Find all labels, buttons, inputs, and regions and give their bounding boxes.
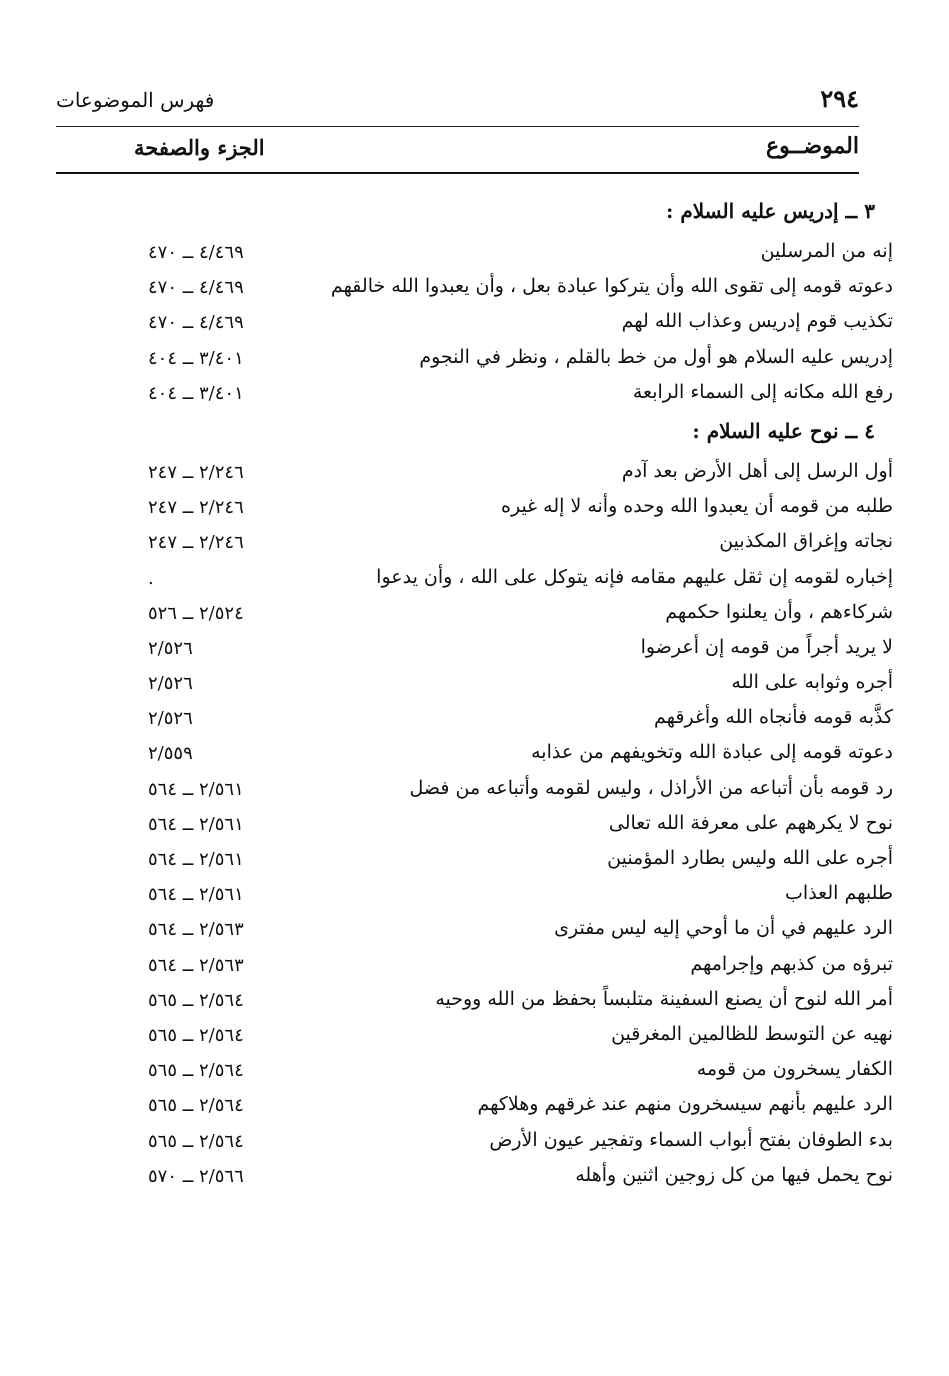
entry-topic: أول الرسل إلى أهل الأرض بعد آدم <box>621 459 893 482</box>
section-heading-title: ٤ ــ نوح عليه السلام : <box>692 418 875 443</box>
column-header-topic: الموضــوع <box>766 133 859 159</box>
section-heading <box>100 196 893 236</box>
index-entry <box>100 456 893 491</box>
entry-topic: رد قومه بأن أتباعه من الأراذل ، وليس لقومه وأتباعه من فضل <box>409 776 893 799</box>
entry-topic: رفع الله مكانه إلى السماء الرابعة <box>632 380 893 403</box>
entry-topic: كذَّبه قومه فأنجاه الله وأغرقهم <box>654 706 893 729</box>
entry-topic: الرد عليهم في أن ما أوحي إليه ليس مفترى <box>554 917 893 940</box>
entry-reference: ٢/٢٤٦ ــ ٢٤٧ <box>148 497 244 519</box>
running-title: فهرس الموضوعات <box>56 88 215 112</box>
index-entry <box>100 702 893 737</box>
entry-topic: إدريس عليه السلام هو أول من خط بالقلم ، ونظر في النجوم <box>419 345 893 368</box>
entry-topic: دعوته قومه إلى تقوى الله وأن يتركوا عبادة بعل ، وأن يعبدوا الله خالقهم <box>330 275 893 298</box>
entry-topic: طلبهم العذاب <box>785 882 893 905</box>
index-entry <box>100 1054 893 1089</box>
entry-topic: أجره وثوابه على الله <box>731 671 893 694</box>
entry-reference: ٢/٢٤٦ ــ ٢٤٧ <box>148 461 244 483</box>
entry-topic: أمر الله لنوح أن يصنع السفينة متلبساً بحفظ من الله ووحيه <box>435 987 893 1010</box>
entry-topic: أجره على الله وليس بطارد المؤمنين <box>607 847 893 869</box>
column-header-rule <box>56 172 859 174</box>
entry-reference: . <box>148 567 154 589</box>
index-entry <box>100 597 893 632</box>
index-entry <box>100 526 893 561</box>
page-number: ٢٩٤ <box>820 84 859 113</box>
index-entry <box>100 562 893 597</box>
column-headers <box>56 133 859 169</box>
entry-reference: ٢/٥٢٦ <box>148 673 193 695</box>
entry-topic: تكذيب قوم إدريس وعذاب الله لهم <box>621 310 893 333</box>
entry-reference: ٢/٥٦٦ ــ ٥٧٠ <box>148 1165 244 1187</box>
index-entry <box>100 271 893 306</box>
entry-reference: ٢/٥٦٣ ــ ٥٦٤ <box>148 919 244 941</box>
entry-topic: نوح لا يكرههم على معرفة الله تعالى <box>608 811 893 834</box>
index-entry <box>100 949 893 984</box>
entry-topic: نهيه عن التوسط للظالمين المغرقين <box>611 1022 893 1045</box>
entry-topic: الرد عليهم بأنهم سيسخرون منهم عند غرقهم وهلاكهم <box>477 1093 893 1116</box>
index-entry <box>100 843 893 878</box>
entry-reference: ٢/٥٢٦ <box>148 708 193 730</box>
index-entry <box>100 236 893 271</box>
index-entry <box>100 808 893 843</box>
index-entry <box>100 913 893 948</box>
index-entry <box>100 737 893 772</box>
index-entry <box>100 667 893 702</box>
entry-reference: ٤/٤٦٩ ــ ٤٧٠ <box>148 277 244 299</box>
entry-reference: ٤/٤٦٩ ــ ٤٧٠ <box>148 312 244 334</box>
entry-reference: ٢/٥٦١ ــ ٥٦٤ <box>148 778 244 800</box>
entry-topic: دعوته قومه إلى عبادة الله وتخويفهم من عذابه <box>531 741 893 764</box>
index-entry <box>100 306 893 341</box>
index-entry <box>100 1019 893 1054</box>
entry-topic: لا يريد أجراً من قومه إن أعرضوا <box>640 635 893 658</box>
index-entry <box>100 773 893 808</box>
index-entry <box>100 984 893 1019</box>
index-entry <box>100 1089 893 1124</box>
entry-reference: ٢/٥٦١ ــ ٥٦٤ <box>148 813 244 835</box>
entry-reference: ٣/٤٠١ ــ ٤٠٤ <box>148 382 244 404</box>
entry-topic: شركاءهم ، وأن يعلنوا حكمهم <box>665 600 893 623</box>
entry-topic: طلبه من قومه أن يعبدوا الله وحده وأنه لا إله غيره <box>501 495 893 518</box>
page-header <box>56 84 859 128</box>
index-entry <box>100 878 893 913</box>
entry-reference: ٢/٥٦٣ ــ ٥٦٤ <box>148 954 244 976</box>
section-heading <box>100 416 893 456</box>
entry-topic: بدء الطوفان بفتح أبواب السماء وتفجير عيون الأرض <box>489 1128 893 1151</box>
entry-reference: ٣/٤٠١ ــ ٤٠٤ <box>148 347 244 369</box>
index-entries <box>100 196 893 1195</box>
entry-reference: ٢/٥٢٤ ــ ٥٢٦ <box>148 602 244 624</box>
entry-reference: ٢/٢٤٦ ــ ٢٤٧ <box>148 532 244 554</box>
index-entry <box>100 491 893 526</box>
entry-reference: ٢/٥٦٤ ــ ٥٦٥ <box>148 989 244 1011</box>
index-entry <box>100 342 893 377</box>
entry-reference: ٢/٥٦١ ــ ٥٦٤ <box>148 849 244 870</box>
entry-topic: تبرؤه من كذبهم وإجرامهم <box>690 952 893 975</box>
index-entry <box>100 1125 893 1160</box>
entry-topic: الكفار يسخرون من قومه <box>696 1058 893 1081</box>
entry-reference: ٢/٥٦٤ ــ ٥٦٥ <box>148 1130 244 1152</box>
entry-topic: إخباره لقومه إن ثقل عليهم مقامه فإنه يتوكل على الله ، وأن يدعوا <box>376 565 893 588</box>
index-entry <box>100 1160 893 1195</box>
entry-topic: نجاته وإغراق المكذبين <box>719 530 893 553</box>
entry-topic: نوح يحمل فيها من كل زوجين اثنين وأهله <box>575 1163 893 1186</box>
entry-reference: ٢/٥٦١ ــ ٥٦٤ <box>148 884 244 906</box>
entry-reference: ٢/٥٦٤ ــ ٥٦٥ <box>148 1095 244 1117</box>
index-entry <box>100 632 893 667</box>
entry-topic: إنه من المرسلين <box>760 240 893 262</box>
entry-reference: ٢/٥٢٦ <box>148 637 193 659</box>
section-heading-title: ٣ ــ إدريس عليه السلام : <box>666 199 875 223</box>
entry-reference: ٢/٥٦٤ ــ ٥٦٥ <box>148 1060 244 1082</box>
entry-reference: ٤/٤٦٩ ــ ٤٧٠ <box>148 242 244 263</box>
column-header-reference: الجزء والصفحة <box>134 135 265 160</box>
entry-reference: ٢/٥٥٩ <box>148 743 193 765</box>
index-entry <box>100 377 893 412</box>
header-rule <box>56 126 859 127</box>
entry-reference: ٢/٥٦٤ ــ ٥٦٥ <box>148 1024 244 1046</box>
